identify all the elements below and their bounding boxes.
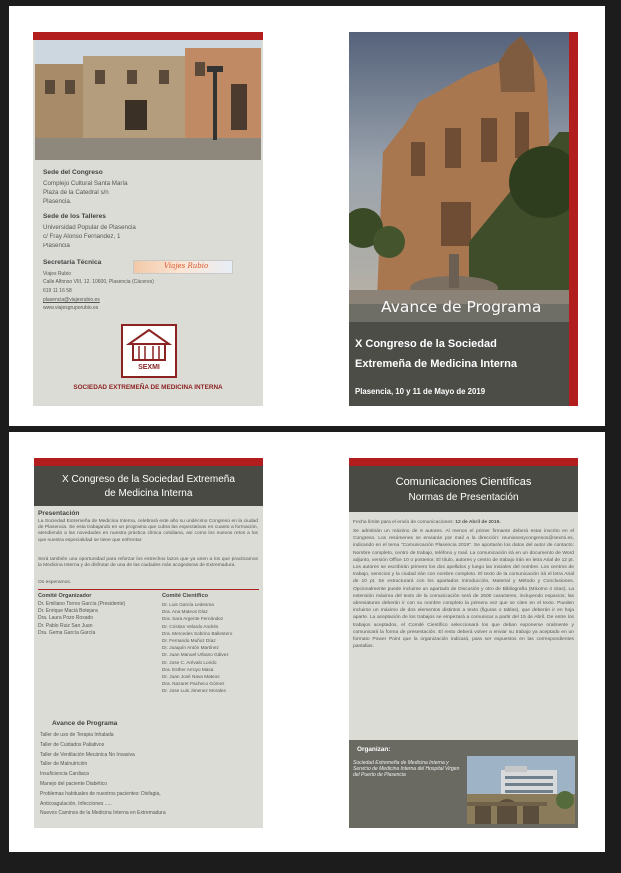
cientifico-list bbox=[162, 601, 232, 695]
program-item: Nuevos Caminos de la Medicina Interna en Extremadura bbox=[40, 810, 166, 817]
committee-member: Dra. Nazaret Pacheco Gómez bbox=[162, 681, 225, 687]
secretaria-web-link[interactable]: www.viajesgruporubio.es bbox=[43, 305, 99, 311]
organizan-title: Organizan: bbox=[357, 746, 391, 753]
program-item: Taller de uso de Terapia Inhalada bbox=[40, 732, 114, 738]
organizan-box bbox=[349, 740, 578, 828]
talleres-line: Universidad Popular de Plasencia bbox=[43, 224, 136, 231]
congress-title-line1: X Congreso de la Sociedad bbox=[355, 338, 497, 350]
presentacion-title: Presentación bbox=[38, 510, 80, 517]
committee-member: Dra. Ana Mateos Díaz bbox=[162, 609, 208, 615]
brochure-sheet-outside bbox=[9, 6, 605, 426]
society-name: SOCIEDAD EXTREMEÑA DE MEDICINA INTERNA bbox=[73, 384, 223, 391]
secretaria-line: Viajes Rubio bbox=[43, 271, 71, 277]
travel-agency-logo bbox=[133, 260, 233, 274]
avance-list bbox=[40, 731, 166, 819]
avance-list-title: Avance de Programa bbox=[52, 720, 118, 727]
presentacion-closing: Os esperamos. bbox=[38, 580, 72, 585]
header-title-line1: X Congreso de la Sociedad Extremeña bbox=[62, 474, 235, 485]
committee-member: Dra. Sara Argente Fernández bbox=[162, 616, 224, 622]
committee-member: Dr. Jose C. Arévalo Lorido bbox=[162, 659, 217, 665]
congress-date: Plasencia, 10 y 11 de Mayo de 2019 bbox=[355, 387, 486, 396]
committee-member: Dr. Jose Luis Jimenez Morales bbox=[162, 688, 226, 694]
comunicaciones-panel bbox=[349, 458, 578, 828]
committee-member: Dr. Luis García Ledesma bbox=[162, 602, 214, 607]
sexmi-logo-text: SEXMI bbox=[138, 364, 160, 371]
program-item: Insuficiencia Cardiaca bbox=[40, 771, 89, 778]
committee-member: Dra. Laura Pozo Rosado bbox=[38, 615, 94, 622]
fecha-limite bbox=[353, 520, 574, 526]
committee-member: Dra. Gema García García bbox=[38, 629, 96, 636]
organizador-title: Comité Organizador bbox=[38, 593, 92, 599]
sede-line: Plasencia. bbox=[43, 198, 72, 205]
fecha-label: Fecha límite para el envío de comunicaciones: bbox=[353, 520, 456, 525]
cover-panel bbox=[349, 32, 578, 406]
program-item: Taller de Malnutrición bbox=[40, 761, 88, 768]
hospital-photo bbox=[467, 756, 575, 824]
avance-title: Avance de Programa bbox=[381, 298, 542, 316]
program-item: Taller de Ventilación Mecánica No Invasiva bbox=[40, 751, 135, 758]
presentation-panel bbox=[34, 458, 263, 828]
comunicaciones-title: Comunicaciones Científicas bbox=[395, 476, 532, 488]
program-item: Problemas habituales de nuestros pacientes: Disfagia, bbox=[40, 790, 161, 797]
committee-member: Dr. Enrique Maciá Botejara bbox=[38, 608, 98, 615]
committee-member: Dr. Emiliano Torres García (Presidente) bbox=[38, 601, 126, 607]
top-accent-bar bbox=[349, 458, 578, 466]
talleres-line: Plasencia bbox=[43, 243, 70, 248]
secretaria-email-link[interactable]: plasencia@viajesrubio.es bbox=[43, 297, 100, 303]
sexmi-emblem-icon bbox=[123, 326, 175, 364]
committee-member: Dr. Cristian Velardo Andrés bbox=[162, 623, 219, 629]
committee-member: Dra. Esther Arroyo Masa bbox=[162, 666, 214, 672]
secretaria-line: 619 11 16 58 bbox=[43, 288, 72, 294]
program-item: Manejo del paciente Diabético bbox=[40, 780, 107, 787]
committee-member: Dr. Pablo Ruiz San Juan bbox=[38, 622, 93, 629]
building-photo bbox=[35, 40, 261, 160]
sede-line: Plaza de la Catedral s/n bbox=[43, 189, 109, 196]
sede-title: Sede del Congreso bbox=[43, 169, 103, 176]
normas-title: Normas de Presentación bbox=[408, 492, 519, 503]
organizador-list bbox=[38, 601, 125, 637]
committee-member: Dra. Mercedes Sobrino Ballestero bbox=[162, 630, 233, 636]
secretaria-line: Calle Alfonso VIII, 12. 10600, Plasencia (Cáceres) bbox=[43, 279, 154, 285]
presentacion-paragraph: Será también una oportunidad para reforzar los estrechos lazos que ya unen a los que practicamos la Medicina Interna y de disfrutar de una de las ciudades más acogedoras de Extremadura. bbox=[38, 557, 258, 569]
header-box bbox=[349, 466, 578, 512]
program-item: Anticoagulación, Infecciones ..... bbox=[40, 800, 112, 807]
travel-agency-logo-text: Viajes Rubio bbox=[164, 262, 209, 270]
secretaria-title: Secretaría Técnica bbox=[43, 259, 102, 266]
top-accent-bar bbox=[33, 32, 263, 40]
talleres-title: Sede de los Talleres bbox=[43, 213, 106, 220]
committee-member: Dr. Fernando Muñoz Díaz bbox=[162, 638, 216, 644]
brochure-sheet-inside bbox=[9, 432, 605, 852]
committee-member: Dr. Juan Manuel Urbano Gálvez bbox=[162, 652, 229, 658]
presentacion-paragraph: La Sociedad Extremeña de Medicina Interna, celebrará este año su undécimo Congreso en la ciudad de Plasencia. Se esta trabajando en un programa que cubra las expectativas en cuanto a formación, atendiendo a las novedades en nuestra práctica clínica cotidiana, así como los nuevos retos a los que nuestra especialidad se tiene que enfrentar. bbox=[38, 519, 258, 543]
sede-line: Complejo Cultural Santa María bbox=[43, 180, 128, 187]
organizan-text: Sociedad Extremeña de Medicina Interna y Servicio de Medicina Interna del Hospital Virgen del Puerto de Plasencia bbox=[353, 760, 460, 779]
cientifico-title: Comité Científico bbox=[162, 593, 208, 599]
cathedral-photo bbox=[349, 32, 569, 304]
program-item: Taller de Cuidados Paliativos bbox=[40, 741, 105, 748]
committee-member: Dr. Juan José Nava Mateos bbox=[162, 674, 220, 680]
normas-body: Se admitirán un máximo de 6 autores. Al menos el primer firmante deberá estar inscrito en el Congreso. Los resúmenes se enviarán por mail a la dirección: reunionesycongresos@sexmi.es, indicando en el tema "Comunicación Plasencia 2019". Se aportarán los datos del autor de contacto: Nombre completo, centro de trabajo, teléfono y mail. La comunicación irá en un documento de Word adjunto, versión Office 10 o posterior. El título, autores y centro de trabajo irán en letra Arial de 12 pt. Los autores se escribirán primero los dos apellidos y luego las iniciales del nombre. Los centros de trabajo, servicios y la ciudad irán con nombre completo. El texto de la comunicación irá el letra Arial de 10 pt. Se estructurará con los apartados Introducción, Material y Método y Conclusiones. Opcionalmente puede incluirse un apartado de Discusión y otro de Bibliografía (Máximo 4 citas). La extensión máxima del texto de la comunicación será de 2500 caracteres, incluyendo espacios; las abreviaturas deberán ir con su nombre completo la primera vez que se citen en el texto. Pueden incluirse un máximo de dos elementos distintos a texto (figuras o tablas), que deberán ir en hoja aparte. La aceptación de los trabajos se empezará a comunicar a partir del 15 de Abril. De entre los trabajos aceptados, el Comité Científico seleccionará los que deban exponerse oralmente y comunicará la forma de presentación. El resto deberá volver a enviar su trabajo ya aceptado en un formato Power Point que la organización indicará, para ser expuestos en las correspondientes pantallas. bbox=[353, 529, 574, 650]
top-accent-bar bbox=[34, 458, 263, 466]
talleres-line: c/ Fray Alonso Fernandez, 1 bbox=[43, 233, 121, 240]
congress-title-line2: Extremeña de Medicina Interna bbox=[355, 358, 517, 370]
fecha-value: 12 de Abril de 2019. bbox=[455, 520, 501, 525]
back-panel bbox=[33, 32, 263, 406]
section-divider bbox=[38, 589, 259, 590]
committee-member: Dr. Joaquín Antón Martínez bbox=[162, 645, 219, 651]
side-accent-bar bbox=[569, 32, 578, 406]
header-box bbox=[34, 466, 263, 506]
header-title-line2: de Medicina Interna bbox=[104, 488, 193, 499]
sexmi-logo bbox=[121, 324, 177, 378]
